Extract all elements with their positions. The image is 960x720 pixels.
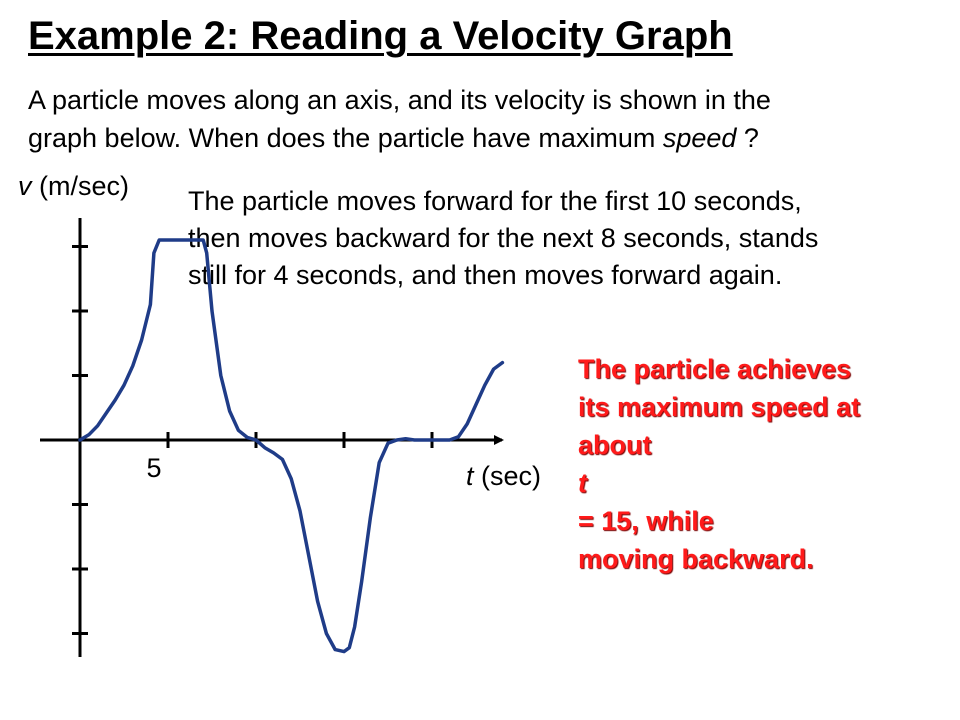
answer-line-1: The particle achieves <box>578 354 852 384</box>
y-axis-unit: (m/sec) <box>31 171 129 201</box>
x-tick-label-5: 5 <box>146 453 162 483</box>
answer-line-4: moving backward. <box>578 544 814 574</box>
page-title: Example 2: Reading a Velocity Graph <box>28 14 733 58</box>
velocity-curve <box>80 240 502 652</box>
explanation-line-1: The particle moves forward for the first 10 seconds, <box>188 186 802 216</box>
x-axis-label <box>466 461 541 491</box>
question-line-1: A particle moves along an axis, and its velocity is shown in the <box>28 85 771 115</box>
answer-line-2: its maximum speed at <box>578 392 861 422</box>
answer-t-variable: t <box>578 468 587 498</box>
explanation-line-3: still for 4 seconds, and then moves forward again. <box>188 260 783 290</box>
question-emphasis: speed <box>662 123 737 153</box>
question-line-2-end: ? <box>736 123 759 153</box>
answer-line-3-start: about <box>578 430 652 460</box>
x-axis-unit: (sec) <box>473 461 542 491</box>
question-line-2-start: graph below. When does the particle have maximum <box>28 123 663 153</box>
y-axis-label <box>18 171 129 201</box>
y-axis-var: v <box>18 171 32 201</box>
x-axis-var: t <box>466 461 474 491</box>
explanation-line-2: then moves backward for the next 8 seconds, stands <box>188 223 819 253</box>
answer-line-3-end: = 15, while <box>578 506 714 536</box>
